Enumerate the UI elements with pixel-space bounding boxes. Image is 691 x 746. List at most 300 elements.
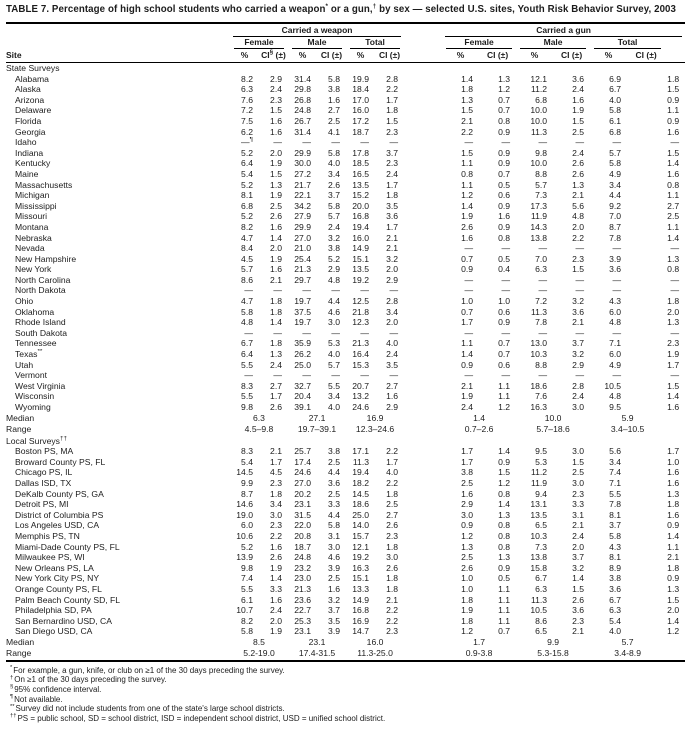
summary-value-cell: 16.9: [366, 412, 384, 423]
value-cell: 25.0: [352, 509, 369, 520]
site-cell: New York: [15, 264, 52, 275]
value-cell: 3.7: [328, 190, 340, 201]
value-cell: 20.0: [352, 200, 369, 211]
value-cell: 15.1: [352, 253, 369, 264]
value-cell: 4.8: [328, 274, 340, 285]
summary-value-cell: 11.3-25.0: [357, 648, 393, 659]
value-cell: 16.8: [352, 605, 369, 616]
value-cell: 39.1: [294, 402, 311, 412]
value-cell: 27.0: [294, 477, 311, 488]
value-cell: 1.8: [667, 296, 680, 307]
ci-column-header: CI§ (±): [259, 49, 288, 63]
value-cell: 31.4: [294, 126, 311, 137]
value-cell: 1.4: [667, 530, 680, 541]
value-cell: 11.2: [530, 84, 548, 95]
table-row: [6, 254, 685, 265]
table-row: [6, 211, 685, 222]
value-cell: 16.0: [352, 232, 369, 243]
value-cell: 8.7: [609, 221, 622, 232]
value-cell: 2.4: [572, 391, 585, 402]
value-cell: 11.3: [530, 306, 548, 317]
table-row: [6, 285, 685, 296]
value-cell: 1.5: [461, 147, 474, 158]
value-cell: 13.9: [236, 552, 253, 563]
value-cell: —: [273, 285, 282, 296]
table-row: [6, 169, 685, 180]
value-cell: 9.8: [535, 147, 548, 158]
group-gap: [404, 137, 442, 148]
value-cell: 27.0: [294, 232, 311, 243]
value-cell: 1.1: [667, 541, 680, 552]
value-cell: 1.4: [461, 200, 474, 211]
value-cell: 1.6: [270, 221, 282, 232]
value-cell: 2.0: [270, 615, 282, 626]
footnote-abbreviations: ††PS = public school, SD = school district, ISD = independent school district, USD = unified school district.: [10, 713, 386, 723]
table-row: [6, 158, 685, 169]
value-cell: 5.2: [241, 147, 253, 158]
value-cell: 1.4: [270, 232, 282, 243]
site-cell: Dallas ISD, TX: [15, 477, 72, 488]
value-cell: 10.6: [236, 530, 253, 541]
value-cell: 5.5: [241, 391, 253, 402]
value-cell: 4.0: [609, 626, 622, 637]
value-cell: 2.3: [386, 530, 399, 541]
value-cell: —: [464, 285, 474, 296]
group-gap: [404, 158, 442, 169]
value-cell: 6.8: [609, 126, 622, 137]
value-cell: 34.2: [294, 200, 311, 211]
value-cell: 13.2: [352, 391, 369, 402]
value-cell: —: [464, 327, 474, 338]
value-cell: —: [670, 243, 680, 254]
value-cell: 1.8: [270, 488, 282, 499]
summary-label: Median: [6, 412, 35, 423]
value-cell: 6.3: [241, 84, 253, 95]
value-cell: —: [389, 327, 399, 338]
value-cell: —: [360, 370, 369, 381]
value-cell: 6.5: [535, 626, 548, 637]
value-cell: 10.0: [530, 105, 548, 116]
value-cell: 0.9: [498, 562, 511, 573]
value-cell: 1.1: [667, 221, 680, 232]
value-cell: 2.3: [270, 94, 282, 105]
value-cell: 1.8: [461, 615, 474, 626]
value-cell: 29.9: [294, 221, 311, 232]
site-cell: Wisconsin: [15, 391, 55, 402]
value-cell: 1.4: [667, 391, 680, 402]
table-row: [6, 296, 685, 307]
value-cell: 4.7: [241, 296, 253, 307]
value-cell: 4.8: [572, 211, 585, 222]
section-label: State Surveys: [6, 63, 60, 73]
subheader-gun-total: Total: [590, 37, 685, 49]
value-cell: 13.8: [530, 232, 548, 243]
value-cell: 7.3: [535, 541, 548, 552]
value-cell: 2.1: [572, 626, 585, 637]
value-cell: 0.9: [498, 126, 511, 137]
value-cell: 1.4: [667, 158, 680, 169]
value-cell: 1.6: [270, 115, 282, 126]
site-cell: Arizona: [15, 94, 45, 105]
ci-column-header: CI (±): [479, 49, 516, 63]
value-cell: 2.5: [572, 467, 585, 478]
value-cell: 23.1: [294, 626, 311, 637]
group-gap: [404, 413, 442, 425]
value-cell: 14.0: [352, 520, 369, 531]
summary-value-cell: 10.0: [544, 412, 562, 423]
group-gap: [404, 233, 442, 244]
value-cell: 18.4: [352, 84, 369, 95]
value-cell: 1.6: [270, 264, 282, 275]
site-cell: Nevada: [15, 243, 45, 254]
value-cell: 1.1: [667, 190, 680, 201]
value-cell: 5.8: [328, 520, 340, 531]
summary-value-cell: 12.3–24.6: [355, 424, 395, 435]
value-cell: 8.1: [241, 190, 253, 201]
value-cell: 2.0: [386, 264, 399, 275]
value-cell: 1.8: [386, 190, 399, 201]
value-cell: 25.3: [294, 615, 311, 626]
value-cell: 9.5: [535, 446, 548, 457]
value-cell: 9.2: [609, 200, 622, 211]
value-cell: 4.0: [386, 467, 399, 478]
value-cell: 2.1: [270, 274, 282, 285]
value-cell: 3.0: [386, 552, 399, 563]
value-cell: 5.8: [328, 200, 340, 211]
value-cell: 2.5: [667, 211, 680, 222]
value-cell: 2.2: [572, 232, 585, 243]
value-cell: 1.1: [461, 158, 474, 169]
summary-value-cell: 3.4–10.5: [610, 424, 645, 435]
summary-value-cell: 23.1: [308, 636, 326, 647]
group-gap: [404, 317, 442, 328]
value-cell: 4.8: [609, 391, 622, 402]
value-cell: 9.4: [535, 488, 548, 499]
subheader-weapon-male: Male: [288, 37, 346, 49]
value-cell: 5.5: [328, 380, 340, 391]
value-cell: —: [538, 327, 548, 338]
table-row: [6, 467, 685, 478]
value-cell: 2.3: [386, 126, 399, 137]
value-cell: 0.8: [498, 488, 511, 499]
value-cell: 1.2: [461, 626, 474, 637]
value-cell: 7.1: [609, 338, 622, 349]
value-cell: 13.5: [352, 264, 369, 275]
value-cell: 17.0: [352, 94, 369, 105]
value-cell: 1.5: [572, 583, 585, 594]
value-cell: 1.3: [667, 488, 680, 499]
ci-column-header: CI (±): [553, 49, 590, 63]
value-cell: 31.4: [294, 73, 311, 84]
value-cell: 6.7: [609, 594, 622, 605]
value-cell: 5.8: [609, 530, 622, 541]
value-cell: 2.6: [572, 158, 585, 169]
value-cell: 1.8: [270, 338, 282, 349]
value-cell: 1.1: [498, 605, 511, 616]
table-body: [6, 63, 685, 661]
value-cell: 1.6: [270, 541, 282, 552]
value-cell: 12.1: [352, 541, 369, 552]
value-cell: 1.3: [498, 73, 511, 84]
site-cell: North Dakota: [15, 285, 66, 296]
value-cell: 1.4: [461, 73, 474, 84]
value-cell: 1.6: [667, 467, 680, 478]
value-cell: 0.9: [667, 520, 680, 531]
value-cell: 14.7: [352, 626, 369, 637]
site-cell: Broward County PS, FL: [15, 456, 106, 467]
value-cell: 2.7: [386, 509, 399, 520]
table-row: [6, 349, 685, 360]
value-cell: 8.1: [609, 509, 622, 520]
value-cell: 5.4: [241, 168, 253, 179]
value-cell: 1.7: [461, 317, 474, 328]
summary-value-cell: 16.0: [366, 636, 384, 647]
value-cell: 0.9: [498, 221, 511, 232]
table-row: [6, 391, 685, 402]
group-gap: [404, 243, 442, 254]
value-cell: 20.2: [294, 488, 311, 499]
summary-value-cell: 6.3: [253, 412, 265, 423]
value-cell: —: [670, 327, 680, 338]
value-cell: 12.1: [530, 73, 548, 84]
value-cell: 7.0: [535, 253, 548, 264]
value-cell: 0.8: [667, 264, 680, 275]
value-cell: —: [575, 370, 585, 381]
table-title: [6, 4, 685, 17]
value-cell: 5.3: [328, 338, 340, 349]
value-cell: 5.8: [241, 306, 253, 317]
value-cell: 2.1: [461, 380, 474, 391]
subheader-gun-female: Female: [442, 37, 516, 49]
site-cell: Ohio: [15, 296, 34, 307]
summary-row: [6, 637, 685, 649]
value-cell: 2.9: [270, 73, 282, 84]
value-cell: 2.3: [667, 338, 680, 349]
value-cell: 1.9: [667, 349, 680, 360]
value-cell: 8.3: [241, 380, 253, 391]
value-cell: 0.9: [498, 147, 511, 158]
value-cell: 5.8: [241, 626, 253, 637]
value-cell: —: [360, 137, 369, 148]
value-cell: 17.8: [352, 147, 369, 158]
value-cell: 8.8: [535, 168, 548, 179]
value-cell: 2.9: [328, 264, 340, 275]
value-cell: 5.2: [241, 211, 253, 222]
ci-footnote-mark: §: [269, 49, 274, 57]
value-cell: 0.8: [498, 232, 511, 243]
value-cell: 1.7: [386, 456, 399, 467]
value-cell: 8.4: [241, 243, 253, 254]
table-row: [6, 243, 685, 254]
value-cell: 3.3: [270, 583, 282, 594]
value-cell: 2.3: [572, 615, 585, 626]
value-cell: 3.0: [572, 477, 585, 488]
value-cell: 8.2: [241, 73, 253, 84]
value-cell: 1.3: [498, 509, 511, 520]
value-cell: 2.0: [270, 243, 282, 254]
value-cell: 0.5: [498, 573, 511, 584]
value-cell: 2.4: [572, 147, 585, 158]
value-cell: —: [389, 137, 399, 148]
ci-column-header: CI (±): [627, 49, 685, 63]
value-cell: 4.8: [609, 317, 622, 328]
value-cell: 3.7: [572, 338, 585, 349]
footnote-texas: **Survey did not include students from one of the state's large school districts.: [10, 703, 285, 714]
value-cell: 11.3: [530, 594, 548, 605]
group-gap: [404, 626, 442, 637]
value-cell: 1.0: [461, 296, 474, 307]
value-cell: 3.6: [572, 306, 585, 317]
table-header: [6, 23, 685, 63]
value-cell: 6.9: [609, 73, 622, 84]
value-cell: 0.9: [667, 115, 680, 126]
value-cell: 1.5: [270, 105, 282, 116]
value-cell: 3.2: [328, 594, 340, 605]
value-cell: 13.0: [530, 338, 548, 349]
value-cell: 3.4: [386, 306, 399, 317]
value-cell: 3.1: [328, 530, 340, 541]
value-cell: 2.5: [270, 200, 282, 211]
value-cell: 1.8: [386, 541, 399, 552]
value-cell: 24.6: [352, 402, 369, 412]
value-cell: 2.5: [328, 115, 340, 126]
value-cell: 2.5: [461, 552, 474, 563]
value-cell: 1.8: [386, 488, 399, 499]
value-cell: 3.8: [328, 446, 340, 457]
table-row: [6, 328, 685, 339]
value-cell: 5.7: [328, 359, 340, 370]
value-cell: 1.9: [461, 211, 474, 222]
value-cell: 2.5: [328, 488, 340, 499]
value-cell: 1.4: [270, 573, 282, 584]
value-cell: 4.7: [241, 232, 253, 243]
value-cell: 15.7: [352, 530, 369, 541]
value-cell: 0.6: [498, 359, 511, 370]
value-cell: 20.4: [294, 391, 311, 402]
value-cell: 3.9: [328, 562, 340, 573]
value-cell: —: [273, 137, 282, 148]
value-cell: 8.6: [241, 274, 253, 285]
site-cell: Oklahoma: [15, 306, 55, 317]
value-cell: 13.8: [530, 552, 548, 563]
value-cell: 24.8: [294, 552, 311, 563]
group-gap: [404, 360, 442, 371]
value-cell: 4.4: [328, 296, 340, 307]
table-row: [6, 478, 685, 489]
group-gap: [404, 381, 442, 392]
value-cell: 1.6: [667, 477, 680, 488]
value-cell: 6.7: [535, 573, 548, 584]
value-cell: 3.2: [572, 349, 585, 360]
value-cell: 21.3: [294, 264, 311, 275]
value-cell: —: [612, 327, 622, 338]
value-cell: 4.8: [241, 317, 253, 328]
table-row: [6, 381, 685, 392]
group-gap: [404, 573, 442, 584]
value-cell: 2.8: [386, 73, 399, 84]
site-cell: South Dakota: [15, 327, 68, 338]
value-cell: 0.8: [498, 541, 511, 552]
value-cell: 5.8: [609, 158, 622, 169]
group-gap: [404, 275, 442, 286]
value-cell: 0.7: [498, 349, 511, 360]
value-cell: —: [612, 137, 622, 148]
value-cell: 4.5: [241, 253, 253, 264]
value-cell: 1.3: [667, 583, 680, 594]
site-cell: Mississippi: [15, 200, 57, 211]
value-cell: 19.7: [294, 317, 311, 328]
value-cell: 10.5: [604, 380, 622, 391]
value-cell: 1.5: [667, 380, 680, 391]
value-cell: —: [670, 137, 680, 148]
value-cell: —: [575, 274, 585, 285]
summary-value-cell: 5.9: [621, 412, 634, 423]
summary-label: Range: [6, 424, 32, 435]
value-cell: 3.6: [386, 211, 399, 222]
site-cell: Chicago PS, IL: [15, 467, 73, 478]
table-row: [6, 605, 685, 616]
value-cell: 1.7: [667, 446, 680, 457]
value-cell: 0.5: [498, 179, 511, 190]
value-cell: —: [273, 370, 282, 381]
table-row: [6, 95, 685, 106]
value-cell: 9.8: [241, 562, 253, 573]
site-cell: Utah: [15, 359, 34, 370]
value-cell: 25.4: [294, 253, 311, 264]
value-cell: 2.2: [270, 530, 282, 541]
value-cell: 14.3: [530, 221, 548, 232]
group-gap: [404, 116, 442, 127]
value-cell: 8.6: [535, 615, 548, 626]
group-gap: [404, 648, 442, 661]
value-cell: 3.8: [328, 243, 340, 254]
value-cell: 1.3: [667, 253, 680, 264]
value-cell: 10.3: [530, 349, 548, 360]
value-cell: 6.3: [535, 583, 548, 594]
group-gap: [404, 531, 442, 542]
value-cell: 2.1: [386, 232, 399, 243]
value-cell: 27.9: [294, 211, 311, 222]
subheader-gun-male: Male: [516, 37, 590, 49]
value-cell: 7.8: [609, 232, 622, 243]
value-cell: 9.8: [241, 402, 253, 412]
value-cell: 1.5: [572, 264, 585, 275]
value-cell: 32.7: [294, 380, 311, 391]
value-cell: 0.7: [498, 168, 511, 179]
value-cell: 1.6: [386, 391, 399, 402]
value-cell: 7.2: [241, 105, 253, 116]
value-cell: 2.6: [328, 179, 340, 190]
value-cell: 7.6: [241, 94, 253, 105]
value-cell: 2.5: [386, 499, 399, 510]
value-cell: 0.8: [461, 168, 474, 179]
site-cell: Alabama: [15, 73, 49, 84]
value-cell: 2.3: [386, 626, 399, 637]
value-cell: 3.4: [609, 179, 622, 190]
table-row: [6, 595, 685, 606]
value-cell: 1.6: [667, 509, 680, 520]
value-cell: 2.6: [386, 520, 399, 531]
value-cell: —: [302, 285, 311, 296]
group-gap: [404, 105, 442, 116]
table-row: [6, 275, 685, 286]
group-gap: [404, 563, 442, 574]
value-cell: 2.2: [461, 126, 474, 137]
site-cell: Montana: [15, 221, 49, 232]
value-cell: 2.6: [461, 221, 474, 232]
value-cell: 2.9: [386, 402, 399, 412]
value-cell: 18.7: [294, 541, 311, 552]
